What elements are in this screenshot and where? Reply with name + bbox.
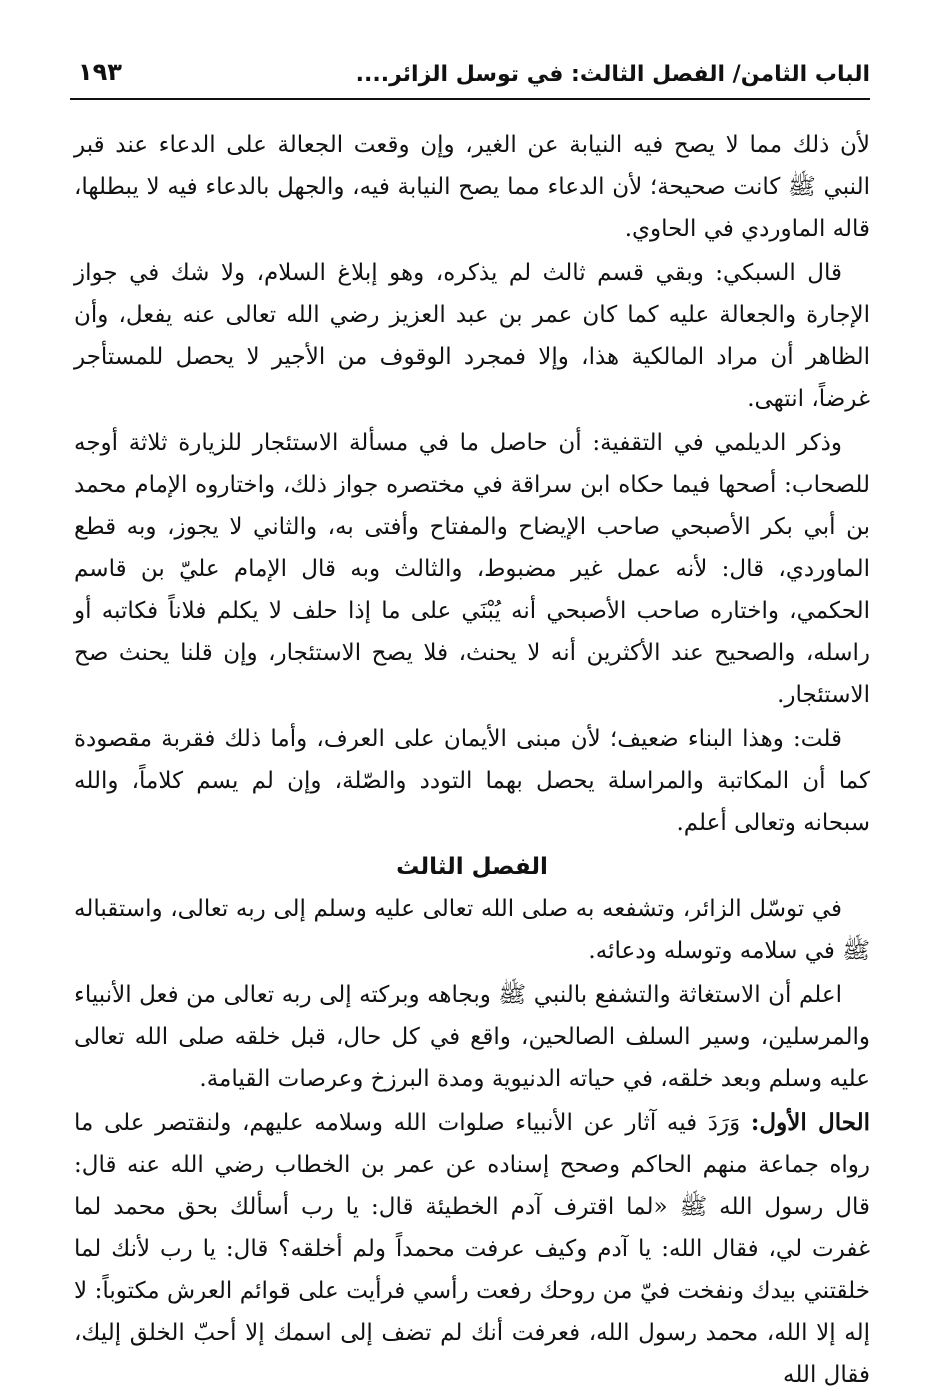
final-paragraph-lead: الحال الأول: [750, 1109, 870, 1136]
page-header [70, 48, 870, 100]
section-title: الفصل الثالث [396, 854, 548, 880]
paragraph-1: لأن ذلك مما لا يصح فيه النيابة عن الغير، وإن وقعت الجعالة على الدعاء عند قبر النبي ﷺ كانت صحيحة؛ لأن الدعاء مما يصح النيابة فيه، والجهل بالدعاء فيه لا يبطلها، قاله الماوردي في الحاوي. [74, 132, 870, 242]
paragraph-2: قال السبكي: وبقي قسم ثالث لم يذكره، وهو إبلاغ السلام، ولا شك في جواز الإجارة والجعالة عليه كما كان عمر بن عبد العزيز رضي الله تعالى عنه يفعل، وأن الظاهر أن مراد المالكية هذا، وإلا فمجرد الوقوف من الأجير لا يحصل للمستأجر غرضاً، انتهى. [74, 260, 870, 412]
running-head: الباب الثامن/ الفصل الثالث: في توسل الزائر.... [355, 62, 870, 87]
section-paragraph-1: في توسّل الزائر، وتشفعه به صلى الله تعالى عليه وسلم إلى ربه تعالى، واستقباله ﷺ في سلامه وتوسله ودعائه. [74, 896, 870, 964]
page-number: ١٩٣ [78, 58, 122, 86]
final-paragraph-text: وَرَدَ فيه آثار عن الأنبياء صلوات الله وسلامه عليهم، ولنقتصر على ما رواه جماعة منهم الحاكم وصحح إسناده عن عمر بن الخطاب رضي الله عنه قال: قال رسول الله ﷺ «لما اقترف آدم الخطيئة قال: يا رب أسألك بحق محمد لما غفرت لي، فقال الله: يا آدم وكيف عرفت محمداً ولم أخلقه؟ قال: يا رب لأنك لما خلقتني بيدك ونفخت فيّ من روحك رفعت رأسي فرأيت على قوائم العرش مكتوباً: لا إله إلا الله، محمد رسول الله، فعرفت أنك لم تضف إلى اسمك إلا أحبّ الخلق إليك، فقال الله [74, 1110, 870, 1388]
body-text [74, 124, 870, 1396]
final-paragraph [74, 1102, 870, 1396]
paragraph-4: قلت: وهذا البناء ضعيف؛ لأن مبنى الأيمان على العرف، وأما ذلك فقربة مقصودة كما أن المكاتبة والمراسلة يحصل بهما التودد والصّلة، وإن لم يسم كلاماً، والله سبحانه وتعالى أعلم. [74, 726, 870, 836]
paragraph-3: وذكر الديلمي في التقفية: أن حاصل ما في مسألة الاستئجار للزيارة ثلاثة أوجه للصحاب: أصحها فيما حكاه ابن سراقة في مختصره جواز ذلك، واختاروه الإمام محمد بن أبي بكر الأصبحي صاحب الإيضاح والمفتاح وأفتى به، والثاني لا يجوز، وبه قطع الماوردي، قال: لأنه عمل غير مضبوط، والثالث وبه قال الإمام عليّ بن قاسم الحكمي، واختاره صاحب الأصبحي أنه يُبْنَي على ما إذا حلف لا يكلم فلاناً فكاتبه أو راسله، والصحيح عند الأكثرين أنه لا يحنث، فلا يصح الاستئجار، وإن قلنا يحنث صح الاستئجار. [74, 430, 870, 708]
section-paragraph-2: اعلم أن الاستغاثة والتشفع بالنبي ﷺ وبجاهه وبركته إلى ربه تعالى من فعل الأنبياء والمرسلين، وسير السلف الصالحين، واقع في كل حال، قبل خلقه صلى الله تعالى عليه وسلم وبعد خلقه، في حياته الدنيوية ومدة البرزخ وعرصات القيامة. [74, 982, 870, 1092]
